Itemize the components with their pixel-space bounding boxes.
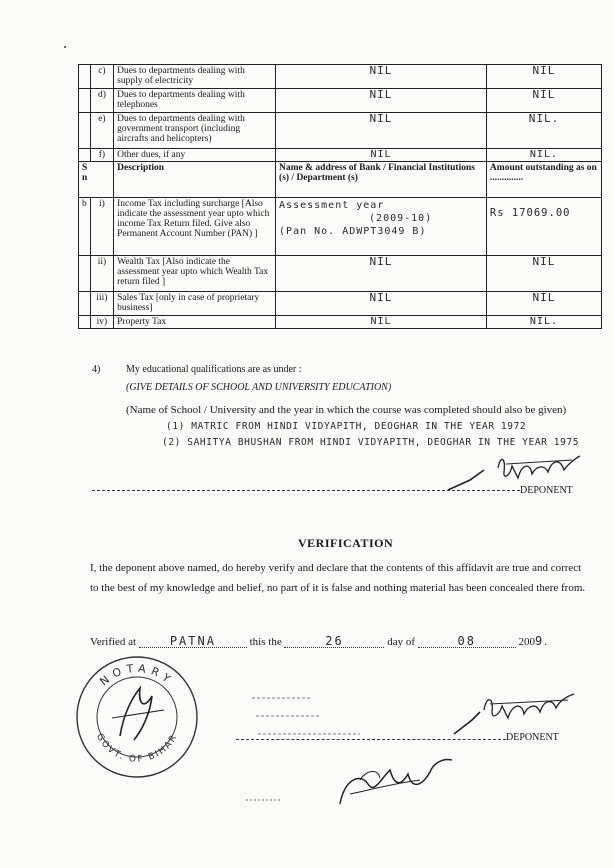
verification-body: I, the deponent above named, do hereby verify and declare that the contents of this affidavit are true and correct to the best of my knowledge and belief, no part of it is false and nothing material has been concealed there from. <box>90 562 586 594</box>
table-row <box>79 65 602 89</box>
row-amount-value: NIL <box>486 256 601 292</box>
table-row <box>79 256 602 292</box>
row-bank-value <box>276 198 487 256</box>
table-row <box>79 198 602 256</box>
row-description: Wealth Tax [Also indicate the assessment year upto which Wealth Tax return filed ] <box>114 256 276 292</box>
deponent-signature-line <box>92 490 520 491</box>
education-entry-2: (2) SAHITYA BHUSHAN FROM HINDI VIDYAPITH, DEOGHAR IN THE YEAR 1975 <box>162 437 580 448</box>
row-bank-value: NIL <box>276 89 487 113</box>
day-value: 26 <box>325 634 344 648</box>
row-sub-label: c) <box>90 65 113 89</box>
row-sub-label: e) <box>90 113 113 149</box>
row-description: Income Tax including surcharge [Also indicate the assessment year upto which income Tax Return filed. Give also Permanent Account Number (PAN) ] <box>114 198 276 256</box>
sn-cell <box>79 89 91 113</box>
assessment-year-text: Assessment year <box>279 200 385 211</box>
row-bank-value: NIL <box>276 65 487 89</box>
row-amount-value: NIL <box>486 65 601 89</box>
year-prefix: 200 <box>518 636 536 648</box>
scan-speck <box>64 46 66 48</box>
table-row <box>79 149 602 162</box>
pan-number: (Pan No. ADWPT3049 B) <box>279 226 427 237</box>
row-bank-value: NIL <box>276 316 487 329</box>
row-amount-value: NIL. <box>486 149 601 162</box>
table-header-row <box>79 162 602 198</box>
sn-cell <box>79 292 91 316</box>
table-row <box>79 89 602 113</box>
row-amount-value: NIL <box>486 292 601 316</box>
row-amount-value: NIL. <box>486 113 601 149</box>
row-description: Dues to departments dealing with telephones <box>114 89 276 113</box>
deponent-label-2: DEPONENT <box>506 732 559 743</box>
row-amount-value: NIL. <box>486 316 601 329</box>
table-row <box>79 316 602 329</box>
header-amount: Amount outstanding as on .............. <box>486 162 601 198</box>
dues-table <box>78 64 602 329</box>
stamp-lines <box>250 692 370 742</box>
month-field <box>418 634 516 648</box>
row-bank-value: NIL <box>276 256 487 292</box>
row-description: Dues to departments dealing with government transport (including aircrafts and helicopters) <box>114 113 276 149</box>
section-note: (GIVE DETAILS OF SCHOOL AND UNIVERSITY EDUCATION) <box>126 382 392 393</box>
row-description: Sales Tax [only in case of proprietary business] <box>114 292 276 316</box>
header-description: Description <box>114 162 276 198</box>
row-sub-label: f) <box>90 149 113 162</box>
sn-cell <box>79 149 91 162</box>
row-description: Property Tax <box>114 316 276 329</box>
seal-text-top: NOTARY <box>97 661 177 689</box>
year-end: . <box>544 636 547 648</box>
row-sub-label: d) <box>90 89 113 113</box>
place-value: PATNA <box>169 634 216 648</box>
row-sub-label: iv) <box>90 316 113 329</box>
section-number: 4) <box>92 364 101 375</box>
row-sub-label: ii) <box>90 256 113 292</box>
table-row <box>79 113 602 149</box>
sn-cell <box>79 316 91 329</box>
row-amount-value: NIL <box>486 89 601 113</box>
section-heading: My educational qualifications are as under : <box>126 364 302 375</box>
deponent-signature-line-2 <box>236 739 506 740</box>
table-row <box>79 292 602 316</box>
sn-cell <box>79 113 91 149</box>
verified-at-label: Verified at <box>90 636 137 648</box>
notary-seal <box>72 652 202 782</box>
row-sub-label: iii) <box>90 292 113 316</box>
day-field <box>284 634 384 648</box>
row-bank-value: NIL <box>276 292 487 316</box>
header-bank: Name & address of Bank / Financial Institutions (s) / Department (s) <box>276 162 487 198</box>
sn-cell <box>79 256 91 292</box>
svg-text:NOTARY <box>97 662 176 689</box>
day-of-label: day of <box>387 636 416 648</box>
row-description: Dues to departments dealing with supply of electricity <box>114 65 276 89</box>
verification-title: VERIFICATION <box>298 536 394 550</box>
seal-text-bottom: GOVT. OF BIHAR <box>93 732 181 765</box>
sn-cell <box>79 65 91 89</box>
row-amount-value: Rs 17069.00 <box>486 198 601 256</box>
education-entry-1: (1) MATRIC FROM HINDI VIDYAPITH, DEOGHAR IN THE YEAR 1972 <box>166 421 527 432</box>
row-bank-value: NIL <box>276 113 487 149</box>
row-description: Other dues, if any <box>114 149 276 162</box>
deponent-label: DEPONENT <box>520 485 573 496</box>
place-field <box>139 634 247 648</box>
section-instruction: (Name of School / University and the year in which the course was completed should also be given) <box>126 404 567 416</box>
month-value: 08 <box>457 634 476 648</box>
row-sub-label: i) <box>90 198 113 256</box>
sn-cell: b <box>79 198 91 256</box>
year-suffix: 9 <box>535 634 545 648</box>
row-bank-value: NIL <box>276 149 487 162</box>
verified-at-row <box>90 634 547 648</box>
header-sn: S n <box>79 162 114 198</box>
notary-signature <box>240 750 480 816</box>
this-the-label: this the <box>249 636 282 648</box>
assessment-year-range: (2009-10) <box>369 213 433 224</box>
